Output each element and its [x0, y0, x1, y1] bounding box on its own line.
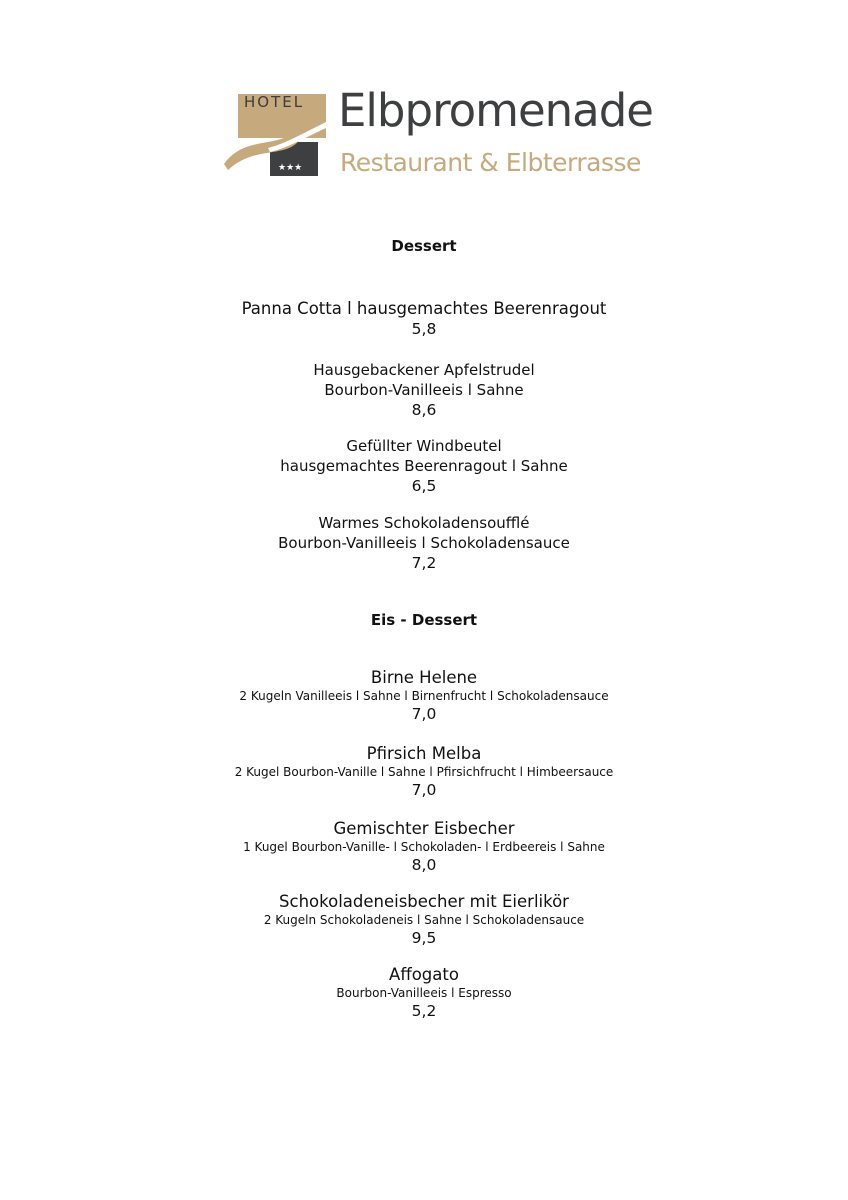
menu-item-description: 2 Kugel Bourbon-Vanille l Sahne l Pfirsichfrucht l Himbeersauce: [234, 765, 614, 779]
menu-item-description: hausgemachtes Beerenragout l Sahne: [280, 456, 568, 475]
menu-item-description: 1 Kugel Bourbon-Vanille- l Schokoladen- l Erdbeereis l Sahne: [243, 840, 605, 854]
menu-item-price: 5,8: [411, 320, 437, 338]
menu-item: [0, 744, 848, 800]
menu-item-price: 7,2: [411, 554, 437, 572]
menu-item-name: Hausgebackener Apfelstrudel: [313, 361, 535, 379]
menu-item: [0, 819, 848, 875]
menu-item-price: 9,5: [411, 929, 437, 947]
menu-item-price: 8,6: [411, 401, 437, 419]
menu-item-name: Gemischter Eisbecher: [333, 819, 515, 838]
logo-brand-subtitle: Restaurant & Elbterrasse: [340, 148, 641, 177]
menu-item: [0, 668, 848, 724]
hotel-logo: [224, 84, 654, 184]
menu-item-name: Birne Helene: [370, 668, 478, 687]
logo-brand-name: Elbpromenade: [338, 84, 653, 137]
menu-item-price: 6,5: [411, 477, 437, 495]
menu-item-price: 7,0: [411, 781, 437, 799]
menu-item-price: 5,2: [411, 1002, 437, 1020]
menu-item: [0, 361, 848, 420]
menu-item: [0, 965, 848, 1021]
logo-hotel-word: HOTEL: [244, 93, 305, 111]
menu-item: [0, 299, 848, 339]
menu-item-name: Schokoladeneisbecher mit Eierlikör: [279, 892, 569, 911]
section-title-eis-dessert: Eis - Dessert: [370, 611, 478, 629]
menu-item: [0, 892, 848, 948]
menu-item: [0, 514, 848, 573]
menu-item-name: Gefüllter Windbeutel: [346, 437, 502, 455]
menu-item-price: 8,0: [411, 856, 437, 874]
menu-item-price: 7,0: [411, 705, 437, 723]
menu-item-description: 2 Kugeln Vanilleeis l Sahne l Birnenfrucht l Schokoladensauce: [239, 689, 609, 703]
menu-item-name: Warmes Schokoladensoufflé: [318, 514, 530, 532]
menu-item-name: Panna Cotta l hausgemachtes Beerenragout: [241, 299, 607, 318]
menu-item-description: 2 Kugeln Schokoladeneis l Sahne l Schokoladensauce: [263, 913, 585, 927]
menu-item-name: Pfirsich Melba: [366, 744, 482, 763]
menu-item-description: Bourbon-Vanilleeis l Schokoladensauce: [278, 533, 570, 552]
menu-item-description: Bourbon-Vanilleeis l Sahne: [324, 380, 524, 399]
section-title-dessert: Dessert: [391, 237, 457, 255]
menu-item-name: Affogato: [389, 965, 459, 984]
logo-stars: ★★★: [278, 163, 303, 173]
menu-item: [0, 437, 848, 496]
menu-item-description: Bourbon-Vanilleeis l Espresso: [336, 986, 512, 1000]
